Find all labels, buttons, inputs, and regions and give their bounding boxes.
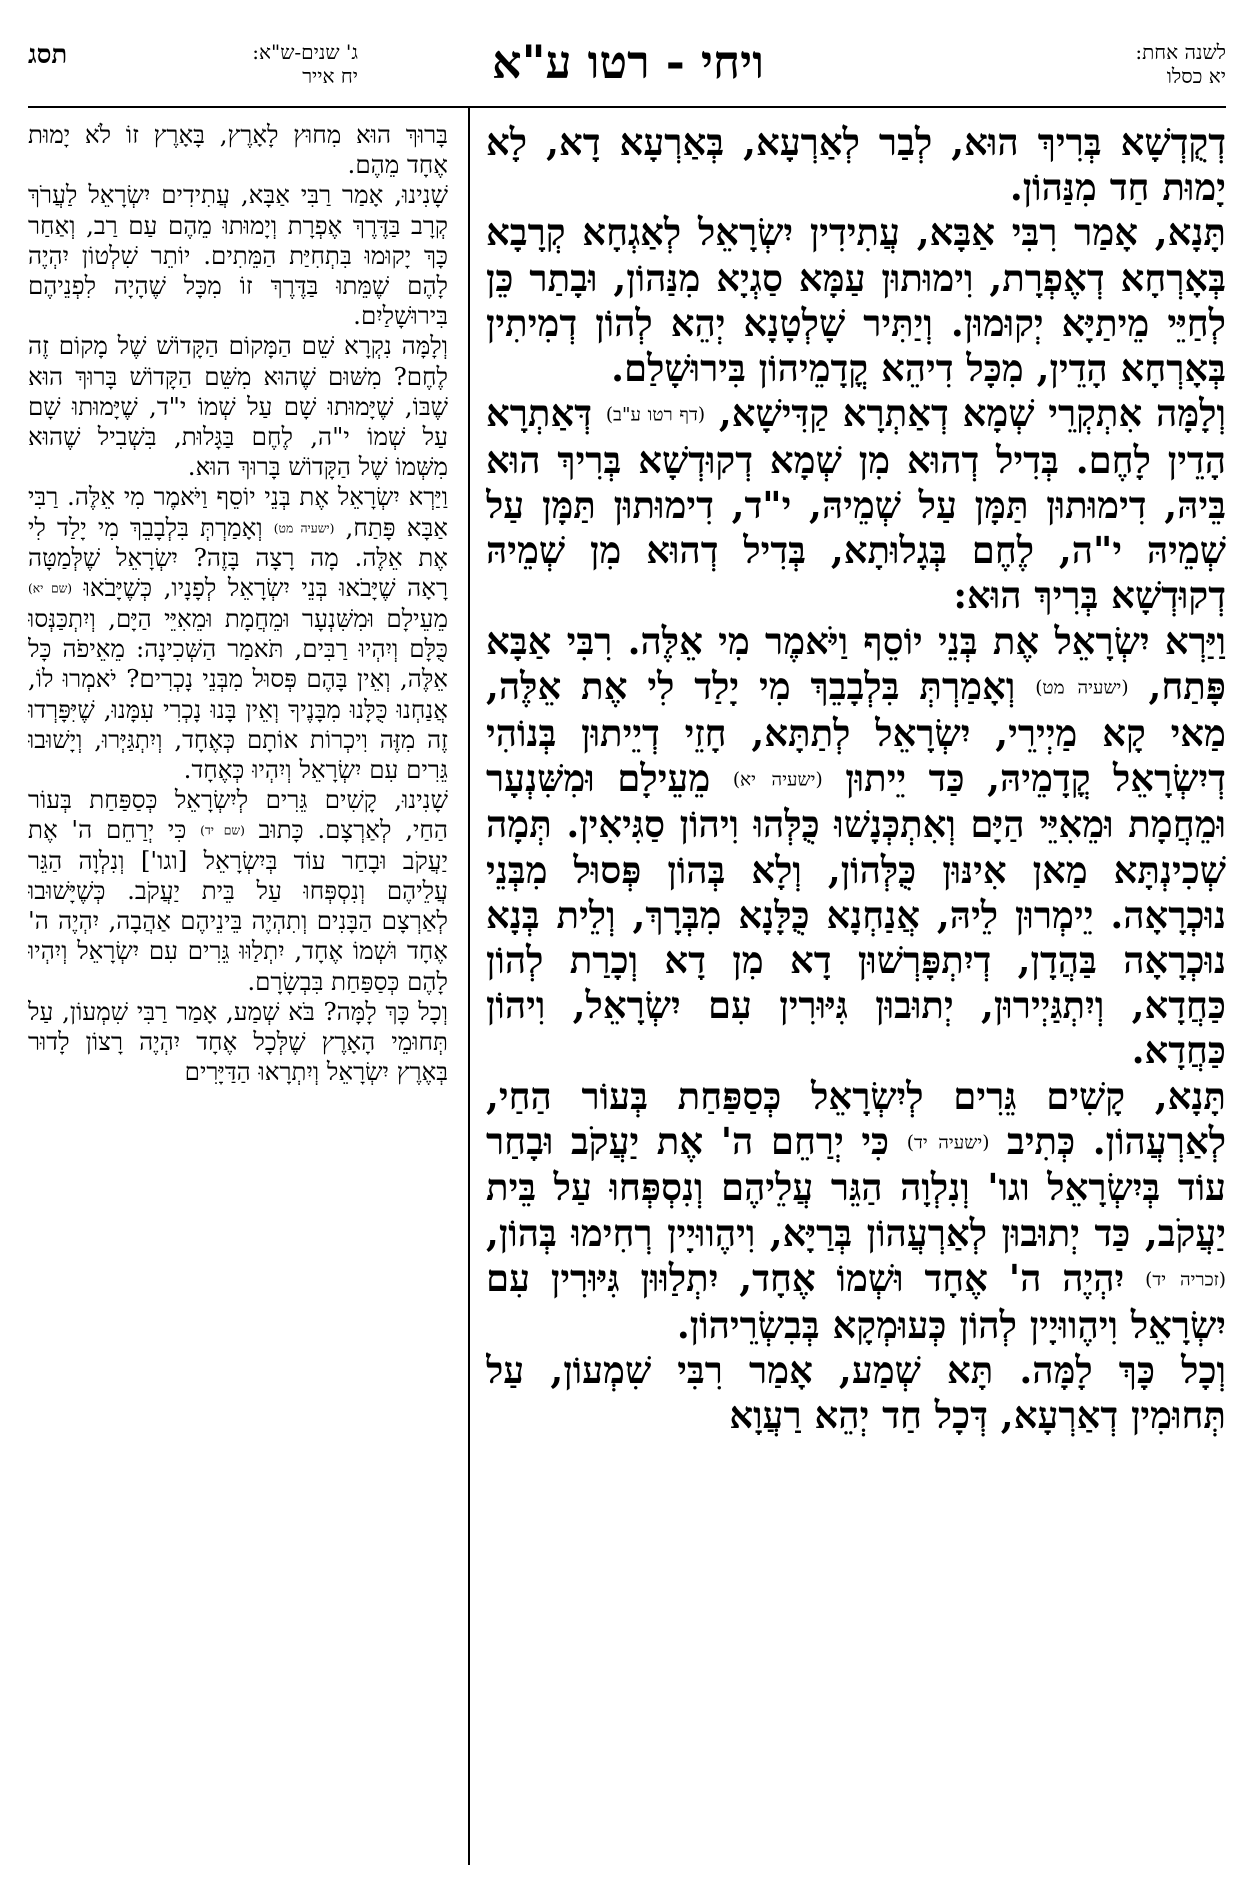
paragraph [28, 120, 448, 180]
paragraph-text: וְכָל כָּךְ לָמָּה. תָּא שְׁמַע, אָמַר רִבִּי שִׁמְעוֹן, עַל תְּחוּמִין דְאַרְעָא, דְּכָל חַד יְהֵא רַעֲוָא [486, 1347, 1226, 1437]
paragraph [486, 1074, 1226, 1348]
paragraph-text: דְקֻדְשָׁא בְּרִיךְ הוּא, לְבַר לְאַרְעָא, בְּאַרְעָא דָא, לָא יָמוּת חַד מִנַּהוֹן. [486, 120, 1226, 210]
source-reference: (שם יא) [28, 581, 73, 596]
paragraph-text: בָּרוּךְ הוּא מִחוּץ לָאָרֶץ, בָּאָרֶץ זוֹ לֹא יָמוּת אֶחָד מֵהֶם. [28, 120, 448, 180]
schedule-three-years-label: ג' שנים-ש"א: [252, 40, 358, 64]
paragraph-text: וְלָמָּה נִקְרָא שֵׁם הַמָּקוֹם הַקָּדוֹשׁ שֶׁל מָקוֹם זֶה לֶחֶם? מִשּׁוּם שֶׁהוּא מִשֵּׁם הַקָּדוֹשׁ בָּרוּךְ הוּא שֶׁבּוֹ, שֶׁיָּמוּתוּ שָׁם עַל שְׁמוֹ י"ד, שֶׁיָּמוּתוּ שָׁם עַל שְׁמוֹ י"ה, לֶחֶם בַּגָּלוּת, בִּשְׁבִיל שֶׁהוּא מִשְּׁמוֹ שֶׁל הַקָּדוֹשׁ בָּרוּךְ הוּא. [28, 331, 448, 482]
paragraph-text: מֵעֵילָם וּמִשִּׁנְעָר וּמֵחֲמָת וּמֵאִיֵּי הַיָּם, וְיִתְכַּנְּסוּ כֻּלָּם וְיִהְיוּ רַבִּים, תֹּאמַר הַשְּׁכִינָה: מֵאֵיפֹה כָּל אֵלֶּה, וְאֵין בָּהֶם פְּסוּל מִבְּנֵי נָכְרִים? יֹאמְרוּ לוֹ, אֲנַחְנוּ כֻּלָּנוּ מִבָּנֶיךָ וְאֵין בָּנוּ נָכְרִי עִמָּנוּ, שֶׁיִּפָּרְדוּ זֶה מִזֶּה וִיכְרוֹת אוֹתָם כְּאֶחָד, וְיִתְגַּיְּרוּ, וְיָשׁוּבוּ גֵּרִים עִם יִשְׂרָאֵל וְיִהְיוּ כְּאֶחָד. [28, 603, 448, 784]
paragraph-text: תָּנָא, אָמַר רִבִּי אַבָּא, עֲתִידִין יִשְׂרָאֵל לְאַגְחָא קְרָבָא בְּאָרְחָא דְאֶפְרָת, וִימוּתוּן עַמָּא סַגְיָא מִנַּהוֹן, וּבָתַר כֵּן לְחַיֵּי מֵיתַיָּא יְקוּמוּן. וְיַתִּיר שָׁלְטָנָא יְהֵא לְהוֹן דְמִיתִין בְּאָרְחָא הָדֵין, מִכָּל דִיהֵא קֳדָמֵיהוֹן בִּירוּשָׁלַם. [486, 210, 1226, 391]
paragraph-text: וְלָמָּה אִתְקְרֵי שְׁמָא דְאַתְרָא קַדִּישָׁא, [705, 391, 1226, 436]
paragraph-text: וַיַּרְא יִשְׂרָאֵל אֶת בְּנֵי יוֹסֵף וַיֹּאמֶר מִי אֵלֶּה. רַבִּי אַבָּא פָּתַח, [28, 482, 448, 542]
paragraph-text: שָׁנִינוּ, אָמַר רַבִּי אַבָּא, עֲתִידִים יִשְׂרָאֵל לַעֲרֹךְ קְרָב בַּדֶּרֶךְ אֶפְרָת וְיָמוּתוּ מֵהֶם עַם רַב, וְאַחַר כָּךְ יָקוּמוּ בִּתְחִיַּת הַמֵּתִים. יוֹתֵר שִׁלְטוֹן יִהְיֶה לָהֶם שֶׁמֵּתוּ בַּדֶּרֶךְ זוֹ מִכָּל שֶׁהָיָה לִפְנֵיהֶם בִּירוּשָׁלַיִם. [28, 180, 448, 331]
paragraph-text: וְכָל כָּךְ לָמָּה? בֹּא שְׁמַע, אָמַר רַבִּי שִׁמְעוֹן, עַל תְּחוּמֵי הָאָרֶץ שֶׁלְּכָל אֶחָד יִהְיֶה רָצוֹן לָדוּר בְּאֶרֶץ יִשְׂרָאֵל וְיִתְרָאוּ הַדַּיָּרִים [28, 996, 448, 1087]
paragraph [28, 997, 448, 1088]
page-number: תסג [28, 40, 68, 70]
source-reference: (ישעיה יא) [732, 769, 823, 791]
aramaic-text-column [486, 120, 1226, 1865]
paragraph [486, 619, 1226, 1074]
paragraph-text: כִּי יְרַחֵם ה' אֶת יַעֲקֹב וּבָחַר עוֹד בְּיִשְׂרָאֵל וגו' וְנִלְוָה הַגֵּר עֲלֵיהֶם וְנִסְפְּחוּ עַל בֵּית יַעֲקֹב, כַּד יְתוּבוּן לְאַרְעֲהוֹן בְּרַיָּא, וִיהֶווּיָין רְחִימוּ בְּהוֹן, [486, 1118, 1226, 1255]
paragraph [486, 1348, 1226, 1438]
paragraph-text: שָׁנִינוּ, קָשִׁים גֵּרִים לְיִשְׂרָאֵל כְּסַפַּחַת בְּעוֹר הַחַי, לְאַרְצָם. כָּתוּב [28, 785, 448, 845]
paragraph-text: כִּי יְרַחֵם ה' אֶת יַעֲקֹב וּבָחַר עוֹד בְּיִשְׂרָאֵל [וגו'] וְנִלְוָה הַגֵּר עֲלֵיהֶם וְנִסְפְּחוּ עַל בֵּית יַעֲקֹב. כְּשֶׁיָּשׁוּבוּ לְאַרְצָם הַבָּנִים וְתִהְיֶה בֵּינֵיהֶם אַהֲבָה, יִהְיֶה ה' אֶחָד וּשְׁמוֹ אֶחָד, יִתְלַוּוּ גֵּרִים עִם יִשְׂרָאֵל וְיִהְיוּ לָהֶם כְּסַפַּחַת בִּבְשָׂרָם. [28, 815, 448, 996]
source-reference: (זכריה יד) [1145, 1269, 1226, 1291]
paragraph-text: וַיַּרְא יִשְׂרָאֵל אֶת בְּנֵי יוֹסֵף וַיֹּאמֶר מִי אֵלֶּה. רִבִּי אַבָּא פָּתַח, [486, 618, 1226, 708]
column-divider [468, 108, 470, 1865]
source-reference: (ישעיה מט) [1035, 677, 1129, 699]
schedule-one-year-label: לשנה אחת: [1135, 40, 1226, 64]
source-reference: (ישעיה יד) [906, 1132, 990, 1154]
paragraph [28, 331, 448, 482]
paragraph-text: וְאָמַרְתְּ בִּלְבָבֵךְ מִי יָלַד לִי אֶת אֵלֶּה, מַאי קָא מַיְירֵי, יִשְׂרָאֵל לְתַתָּא, חָזֵי דְיֵיתוּן בְּנוֹהִי דְיִשְׂרָאֵל קֳדָמֵיהּ, כַּד יֵיתוּן [486, 663, 1226, 800]
hebrew-translation-column [28, 120, 448, 1865]
paragraph [486, 210, 1226, 391]
schedule-one-year-date: יא כסלו [1166, 64, 1226, 88]
paragraph [28, 180, 448, 331]
paragraph [28, 482, 448, 785]
paragraph-text: וְאָמַרְתְּ בִּלְבָבֵךְ מִי יָלַד לִי אֶת אֵלֶּה. מָה רָצָה בָּזֶה? יִשְׂרָאֵל שֶׁלְּמַטָּה רָאָה שֶׁיָּבֹאוּ בְּנֵי יִשְׂרָאֵל לְפָנָיו, כְּשֶׁיָּבֹאוּ [28, 512, 448, 603]
source-reference: (ישעיה מט) [273, 520, 335, 535]
schedule-three-years [138, 40, 358, 88]
paragraph-text: תָּנָא, קָשִׁים גֵּרִים לְיִשְׂרָאֵל כְּסַפַּחַת בְּעוֹר הַחַי, לְאַרְעֲהוֹן. כְּתִיב [486, 1073, 1226, 1163]
schedule-one-year [1026, 40, 1226, 88]
schedule-three-years-date: יח אייר [302, 64, 358, 88]
header-rule [28, 106, 1226, 108]
paragraph-text: מֵעֵילָם וּמִשִּׁנְעָר וּמֵחֲמָת וּמֵאִיֵּי הַיָּם וְאִתְכְּנָשׁוּ כֻּלְּהוּ וִיהוֹן סַגִּיאִין. תְּמָה שְׁכִינְתָּא מַאן אִינּוּן כֻּלְּהוֹן, וְלָא בְּהוֹן פְּסוּל מִבְּנֵי נוּכְרָאָה. יֵימְרוּן לֵיהּ, אֲנַחְנָא כֻּלָּנָא מִבְּרָךְ, וְלֵית בְּנָא נוּכְרָאָה בַּהֲדָן, דְיִתְפָּרְשׁוּן דָא מִן דָא וְכָרַת לְהוֹן כַּחֲדָא, וְיִתְגַּיְירוּן, יְתוּבוּן גִּיּוּרִין עִם יִשְׂרָאֵל, וִיהוֹן כַּחֲדָא. [486, 755, 1226, 1073]
page-header [28, 35, 1226, 100]
source-reference: (דף רטו ע"ב) [605, 404, 706, 426]
source-reference: (שם יד) [200, 823, 245, 838]
paragraph [486, 120, 1226, 210]
paragraph [486, 391, 1226, 618]
paragraph-text: יִהְיֶה ה' אֶחָד וּשְׁמוֹ אֶחָד, יִתְלַוּוּן גִּיּוּרִין עִם יִשְׂרָאֵל וִיהֶווּיָין לְהוֹן כְּעוּמְקָא בְּבִשְׂרֵיהוֹן. [486, 1255, 1226, 1347]
book-page [28, 35, 1226, 1865]
running-title: ויחי - רטו ע"א [492, 35, 764, 89]
paragraph-text: דְּאַתְרָא הָדֵין לָחֶם. בְּדִיל דְהוּא מִן שְׁמָא דְקוּדְשָׁא בְּרִיךְ הוּא בֵּיהּ, דִימוּתוּן תַּמָּן עַל שְׁמֵיהּ, י"ד, דִימוּתוּן תַּמָּן עַל שְׁמֵיהּ י"ה, לֶחֶם בְּגָלוּתָא, בְּדִיל דְהוּא מִן שְׁמֵיהּ דְקוּדְשָׁא בְּרִיךְ הוּא: [486, 391, 1226, 618]
paragraph [28, 785, 448, 997]
